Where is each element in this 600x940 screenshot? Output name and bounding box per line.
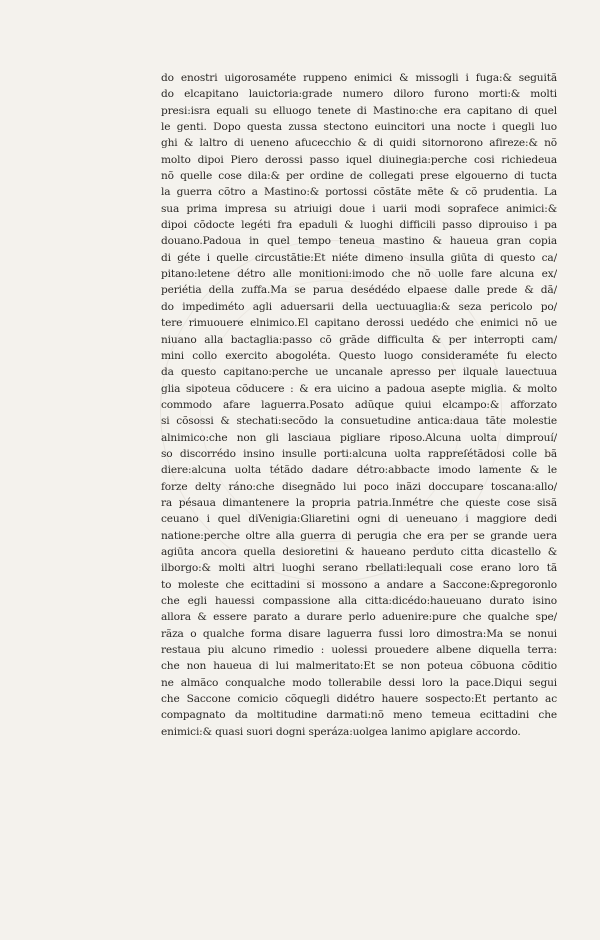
text-line: douano.Padoua in quel tempo teneua mastino & haueua gran copia bbox=[161, 235, 557, 248]
text-line: forze delty ráno:che disegnãdo lui poco inãzi doccupare toscana:allo/ bbox=[161, 480, 557, 493]
text-line: le genti. Dopo questa zussa stectono euincitori una nocte i quegli luo bbox=[161, 121, 557, 134]
text-line: agiūta ancora quella desioretini & haueano perduto citta dicastello & bbox=[161, 545, 557, 558]
text-block bbox=[161, 70, 557, 740]
text-line: da questo capitano:perche ue uncanale apresso per ilquale lauectuua bbox=[161, 366, 557, 379]
text-line: di géte i quelle circustãtie:Et niéte dimeno insulla giūta di questo ca/ bbox=[161, 251, 557, 264]
text-line: che non haueua di lui malmeritato:Et se non poteua cõbuona cõditio bbox=[161, 660, 557, 673]
text-line: enimici:& quasi suori dogni speráza:uolgea lanimo apiglare accordo. bbox=[161, 725, 521, 738]
text-line: molto dipoi Piero derossi passo iquel diuinegia:perche cosi richiedeua bbox=[161, 153, 557, 166]
text-line: tere rimuouere elnimico.El capitano derossi uedédo che enimici nõ ue bbox=[161, 317, 557, 330]
text-line: che Saccone comicio cõquegli didétro hauere sospecto:Et pertanto ac bbox=[161, 693, 557, 706]
text-line: diere:alcuna uolta tétãdo dadare détro:abbacte imodo lamente & le bbox=[161, 464, 557, 477]
text-line: alnimico:che non gli lasciaua pigliare riposo.Alcuna uolta dimprouí/ bbox=[161, 431, 557, 444]
text-line: commodo afare laguerra.Posato adũque quiui elcampo:& afforzato bbox=[161, 398, 557, 411]
text-line: ilborgo:& molti altri luoghi serano rbellati:lequali cose erano loro tã bbox=[161, 562, 557, 575]
text-line: ghi & laltro di ueneno afucecchio & di quidi sitornorono afireze:& nõ bbox=[161, 137, 557, 150]
text-line: so discorrédo insino insulle porti:alcuna uolta rappreſétãdosi colle bã bbox=[161, 447, 557, 460]
text-line: sua prima impresa su atriuigi doue i uarii modi soprafece animici:& bbox=[161, 202, 557, 215]
text-line: presi:isra equali su elluogo tenete di Mastino:che era capitano di quel bbox=[161, 104, 557, 117]
text-line: ceuano i quel diVenigia:Gliaretini ogni di ueneuano i maggiore dedi bbox=[161, 513, 557, 526]
text-line: la guerra cõtro a Mastino:& portossi cõstãte mẽte & cõ prudentia. La bbox=[161, 186, 557, 199]
text-line: do enostri uigorosaméte ruppeno enimici & missogli i fuga:& seguitã bbox=[161, 72, 557, 84]
text-line: compagnato da moltitudine darmati:nõ meno temeua ecittadini che bbox=[161, 709, 557, 722]
text-line: restaua piu alcuno rimedio : uolessi prouedere albene diquella terra: bbox=[161, 644, 557, 657]
text-line: glia sipoteua cõducere : & era uicino a padoua asepte miglia. & molto bbox=[161, 382, 557, 395]
text-line: niuano alla bactaglia:passo cõ grãde difficulta & per interropti cam/ bbox=[161, 333, 557, 346]
text-line: nõ quelle cose dila:& per ordine de collegati prese elgouerno di tucta bbox=[161, 170, 557, 183]
text-line: rãza o qualche forma disare laguerra fussi loro dimostra:Ma se nonui bbox=[161, 627, 557, 640]
text-line: che egli hauessi compassione alla citta:dicédo:haueuano durato isino bbox=[161, 595, 557, 607]
text-line: dipoi cõdocte legéti fra epaduli & luoghi difficili passo diprouiso i pa bbox=[161, 219, 557, 232]
text-line: mini collo exercito abogoléta. Questo luogo consideraméte fu electo bbox=[161, 349, 557, 362]
text-line: allora & essere parato a durare perlo aduenire:pure che qualche spe/ bbox=[161, 611, 557, 624]
text-line: natione:perche oltre alla guerra di perugia che era per se grande uera bbox=[161, 529, 557, 542]
text-line: do impediméto agli aduersarii della uectuuaglia:& seza pericolo po/ bbox=[161, 300, 557, 313]
text-line: ne almãco conqualche modo tollerabile dessi loro la pace.Diqui segui bbox=[161, 676, 557, 689]
text-line: periétia della zuffa.Ma se parua desédédo elpaese dalle prede & dã/ bbox=[161, 284, 557, 297]
text-line: ra pésaua dimantenere la propria patria.Inmétre che queste cose sisã bbox=[161, 496, 557, 509]
text-line: to moleste che ecittadini si mossono a andare a Saccone:&pregoronlo bbox=[161, 578, 557, 591]
text-line: pitano:letene détro alle monitioni:imodo che nõ uolle fare alcuna ex/ bbox=[161, 268, 557, 281]
text-line: do elcapitano lauictoria:grade numero diloro furono morti:& molti bbox=[161, 88, 557, 101]
text-line: si cõsossi & stechati:secõdo la consuetudine antica:daua tãte molestie bbox=[161, 415, 557, 428]
